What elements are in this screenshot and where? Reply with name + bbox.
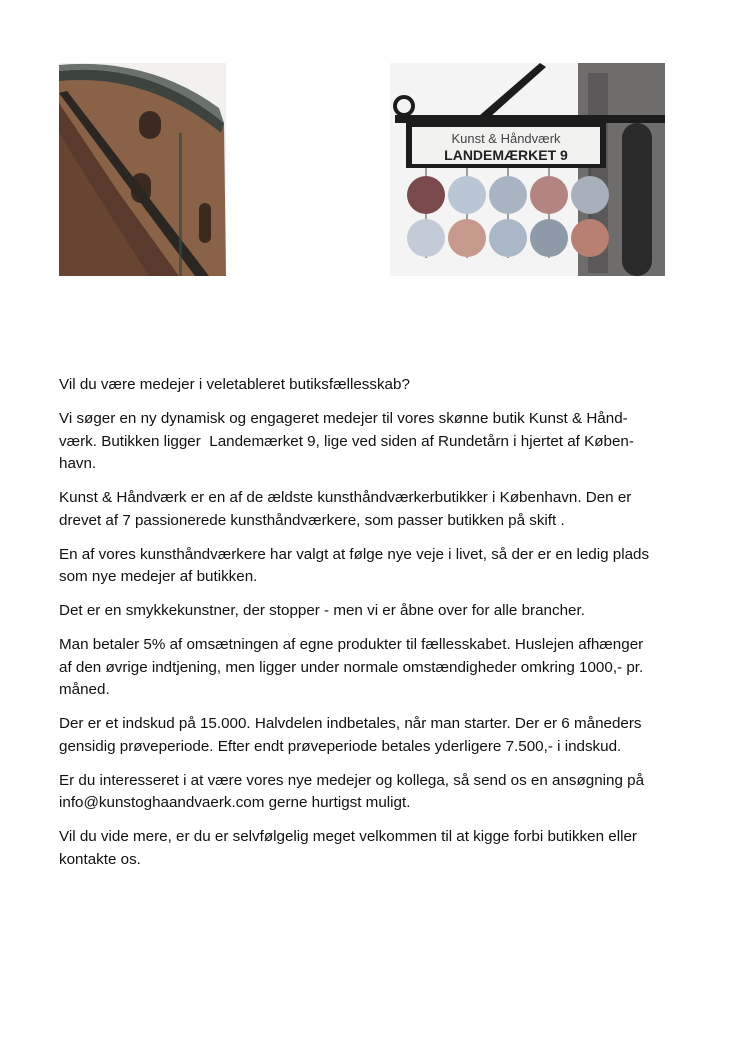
document-body (59, 374, 699, 883)
text-line: drevet af 7 passionerede kunsthåndværkere, som passer butikken på skift . (59, 511, 565, 529)
sign-line-1: Kunst & Håndværk (451, 131, 561, 146)
paragraph (59, 600, 699, 623)
text-line: En af vores kunsthåndværkere har valgt at følge nye veje i livet, så der er en ledig plads (59, 545, 650, 563)
text-line: som nye medejer af butikken. (59, 568, 258, 585)
text-line: Vil du vide mere, er du er selvfølgelig meget velkommen til at kigge forbi butikken eller (59, 828, 637, 845)
text-line: gensidig prøveperiode. Efter endt prøveperiode betales yderligere 7.500,- i indskud. (59, 737, 622, 755)
paragraph (59, 826, 699, 871)
paragraph (59, 770, 699, 815)
text-line: Man betaler 5% af omsætningen af egne produkter til fællesskabet. Huslejen afhænger (59, 636, 644, 653)
paragraph (59, 487, 699, 532)
text-line: havn. (59, 455, 97, 472)
text-line: Er du interesseret i at være vores nye medejer og kollega, så send os en ansøgning på (59, 771, 645, 789)
text-line: Kunst & Håndværk er en af de ældste kunsthåndværkerbutikker i København. Den er (59, 489, 632, 506)
paragraph (59, 544, 699, 589)
text-line: info@kunstoghaandvaerk.com gerne hurtigst muligt. (59, 794, 411, 811)
text-line: Vi søger en ny dynamisk og engageret medejer til vores skønne butik Kunst & Hånd- (59, 410, 628, 427)
sign-line-2: LANDEMÆRKET 9 (444, 147, 568, 163)
text-line: måned. (59, 681, 110, 698)
text-line: værk. Butikken ligger Landemærket 9, lige ved siden af Rundetårn i hjertet af Køben- (59, 432, 634, 450)
paragraph (59, 634, 699, 702)
paragraph (59, 408, 699, 476)
paragraph (59, 713, 699, 758)
photo-shop-sign (390, 63, 665, 276)
photo-round-tower (59, 63, 226, 276)
text-line: Der er et indskud på 15.000. Halvdelen indbetales, når man starter. Der er 6 måneders (59, 715, 642, 732)
text-line: Vil du være medejer i veletableret butiksfællesskab? (59, 376, 410, 393)
text-line: Det er en smykkekunstner, der stopper - men vi er åbne over for alle brancher. (59, 602, 585, 619)
document-heading (59, 374, 699, 397)
text-line: kontakte os. (59, 850, 141, 868)
text-line: af den øvrige indtjening, men ligger under normale omstændigheder omkring 1000,- pr. (59, 658, 644, 676)
